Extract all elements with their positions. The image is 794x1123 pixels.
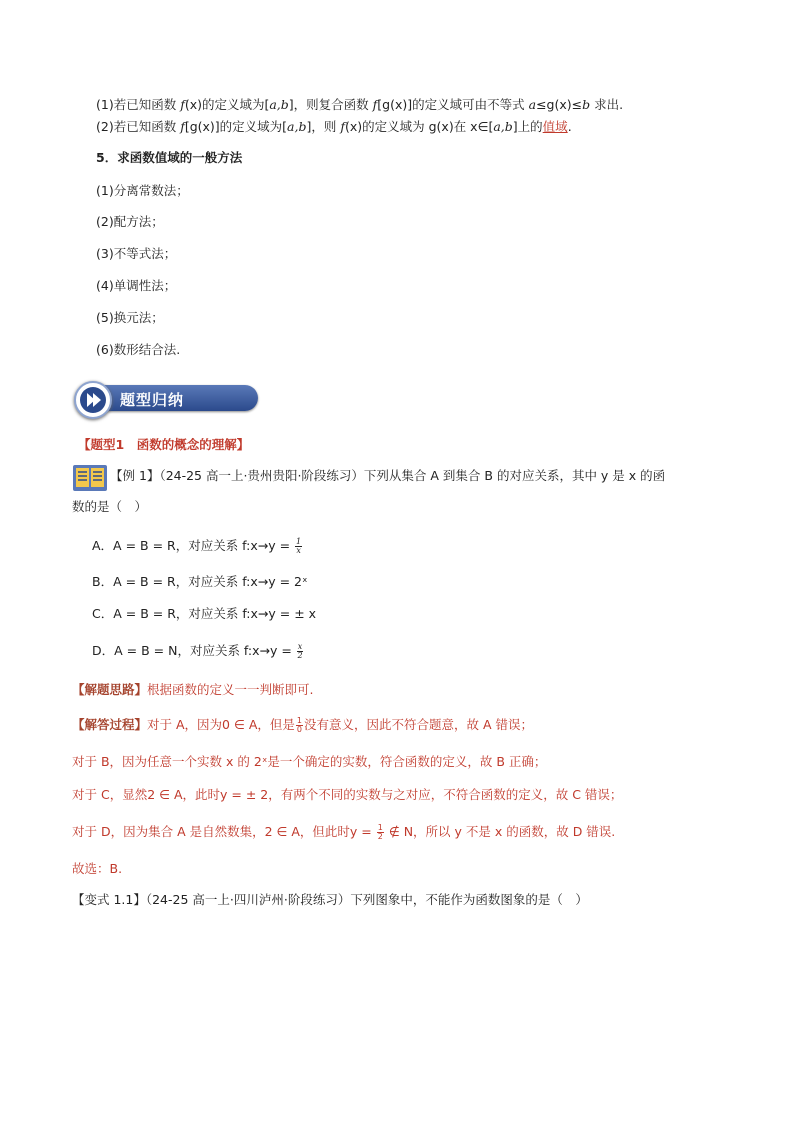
text: (x)的定义域为 g(x)在 x∈[ [344, 119, 494, 134]
example-text: （24-25 高一上·贵州贵阳·阶段练习）下列从集合 A 到集合 B 的对应关系，其中 y 是 x 的函 [159, 468, 666, 483]
math: a,b [493, 119, 513, 134]
solution-process-line-4 [72, 823, 615, 841]
math: f [180, 97, 185, 112]
book-icon [72, 463, 108, 493]
denominator: 2 [297, 651, 303, 660]
method-item: (1)分离常数法； [96, 183, 189, 198]
banner-title: 题型归纳 [120, 391, 185, 409]
method-item: (2)配方法； [96, 214, 164, 229]
math: f [372, 97, 378, 112]
fraction [297, 643, 304, 660]
text: 对于 A，因为0 ∈ A，但是 [147, 717, 295, 732]
idea-label: 【解题思路】 [72, 682, 148, 697]
text: (2)若已知函数 [96, 119, 181, 134]
fraction [295, 538, 302, 555]
option-text: D．A = B = N，对应关系 f:x→y = [92, 643, 296, 658]
fraction [377, 824, 384, 841]
denominator: 2 [377, 832, 383, 841]
math: b [582, 97, 591, 112]
solution-process-line-1 [72, 716, 533, 734]
method-item: (3)不等式法； [96, 246, 177, 261]
option-d [92, 642, 304, 660]
section-banner [74, 381, 258, 413]
text: 对于 D，因为集合 A 是自然数集，2 ∈ A，但此时y = [72, 824, 376, 839]
numerator: 1 [296, 537, 302, 546]
section-5-title: 5．求函数值域的一般方法 [96, 150, 243, 165]
option-a [92, 537, 303, 555]
process-label: 【解答过程】 [72, 717, 148, 732]
domain-rule-1 [96, 96, 623, 114]
math: a [528, 97, 537, 112]
text: (x)的定义域为[ [184, 97, 270, 112]
text: ∉ N，所以 y 不是 x 的函数，故 D 错误. [384, 824, 616, 839]
variant-text: （24-25 高一上·四川泸州·阶段练习）下列图象中，不能作为函数图象的是（ ） [145, 892, 588, 907]
numerator: x [297, 642, 303, 651]
math: f [180, 119, 185, 134]
text: [g(x)]的定义域可由不等式 [377, 97, 529, 112]
text: 没有意义，因此不符合题意，故 A 错误； [303, 717, 533, 732]
text: ]，则复合函数 [288, 97, 373, 112]
banner-badge [74, 381, 112, 419]
numerator: 1 [296, 716, 302, 725]
variant-1-1 [72, 891, 588, 909]
text: ]上的 [512, 119, 543, 134]
solution-idea [72, 681, 314, 699]
play-arrow-icon [76, 383, 110, 417]
method-item: (6)数形结合法. [96, 342, 181, 357]
solution-process-line-3: 对于 C，显然2 ∈ A，此时y = ± 2，有两个不同的实数与之对应，不符合函数的定义，故 C 错误； [72, 787, 623, 802]
example-1-stem [110, 467, 665, 485]
answer: 故选：B. [72, 861, 123, 876]
math: a,b [269, 97, 289, 112]
text: [g(x)]的定义域为[ [184, 119, 288, 134]
example-label: 【例 1】 [110, 468, 160, 483]
text: ≤g(x)≤ [536, 97, 583, 112]
option-text: A．A = B = R，对应关系 f:x→y = [92, 538, 295, 553]
option-c: C．A = B = R，对应关系 f:x→y = ± x [92, 606, 317, 621]
method-item: (5)换元法； [96, 310, 164, 325]
denominator: 0 [296, 725, 302, 734]
range-term: 值域 [542, 119, 568, 134]
fraction [296, 717, 303, 734]
text: (1)若已知函数 [96, 97, 181, 112]
denominator: x [296, 546, 301, 555]
solution-process-line-2: 对于 B，因为任意一个实数 x 的 2ˣ是一个确定的实数，符合函数的定义，故 B 正确； [72, 754, 547, 769]
text: . [567, 119, 572, 134]
variant-label: 【变式 1.1】 [72, 892, 146, 907]
domain-rule-2 [96, 118, 572, 136]
math: a,b [287, 119, 307, 134]
example-1-stem-cont: 数的是（ ） [72, 499, 148, 514]
idea-text: 根据函数的定义一一判断即可. [147, 682, 314, 697]
text: 求出. [590, 97, 624, 112]
option-b: B．A = B = R，对应关系 f:x→y = 2ˣ [92, 574, 308, 589]
type-1-heading: 【题型1 函数的概念的理解】 [78, 437, 250, 452]
math: f [340, 119, 345, 134]
text: ]，则 [306, 119, 341, 134]
method-item: (4)单调性法； [96, 278, 177, 293]
numerator: 1 [377, 823, 383, 832]
